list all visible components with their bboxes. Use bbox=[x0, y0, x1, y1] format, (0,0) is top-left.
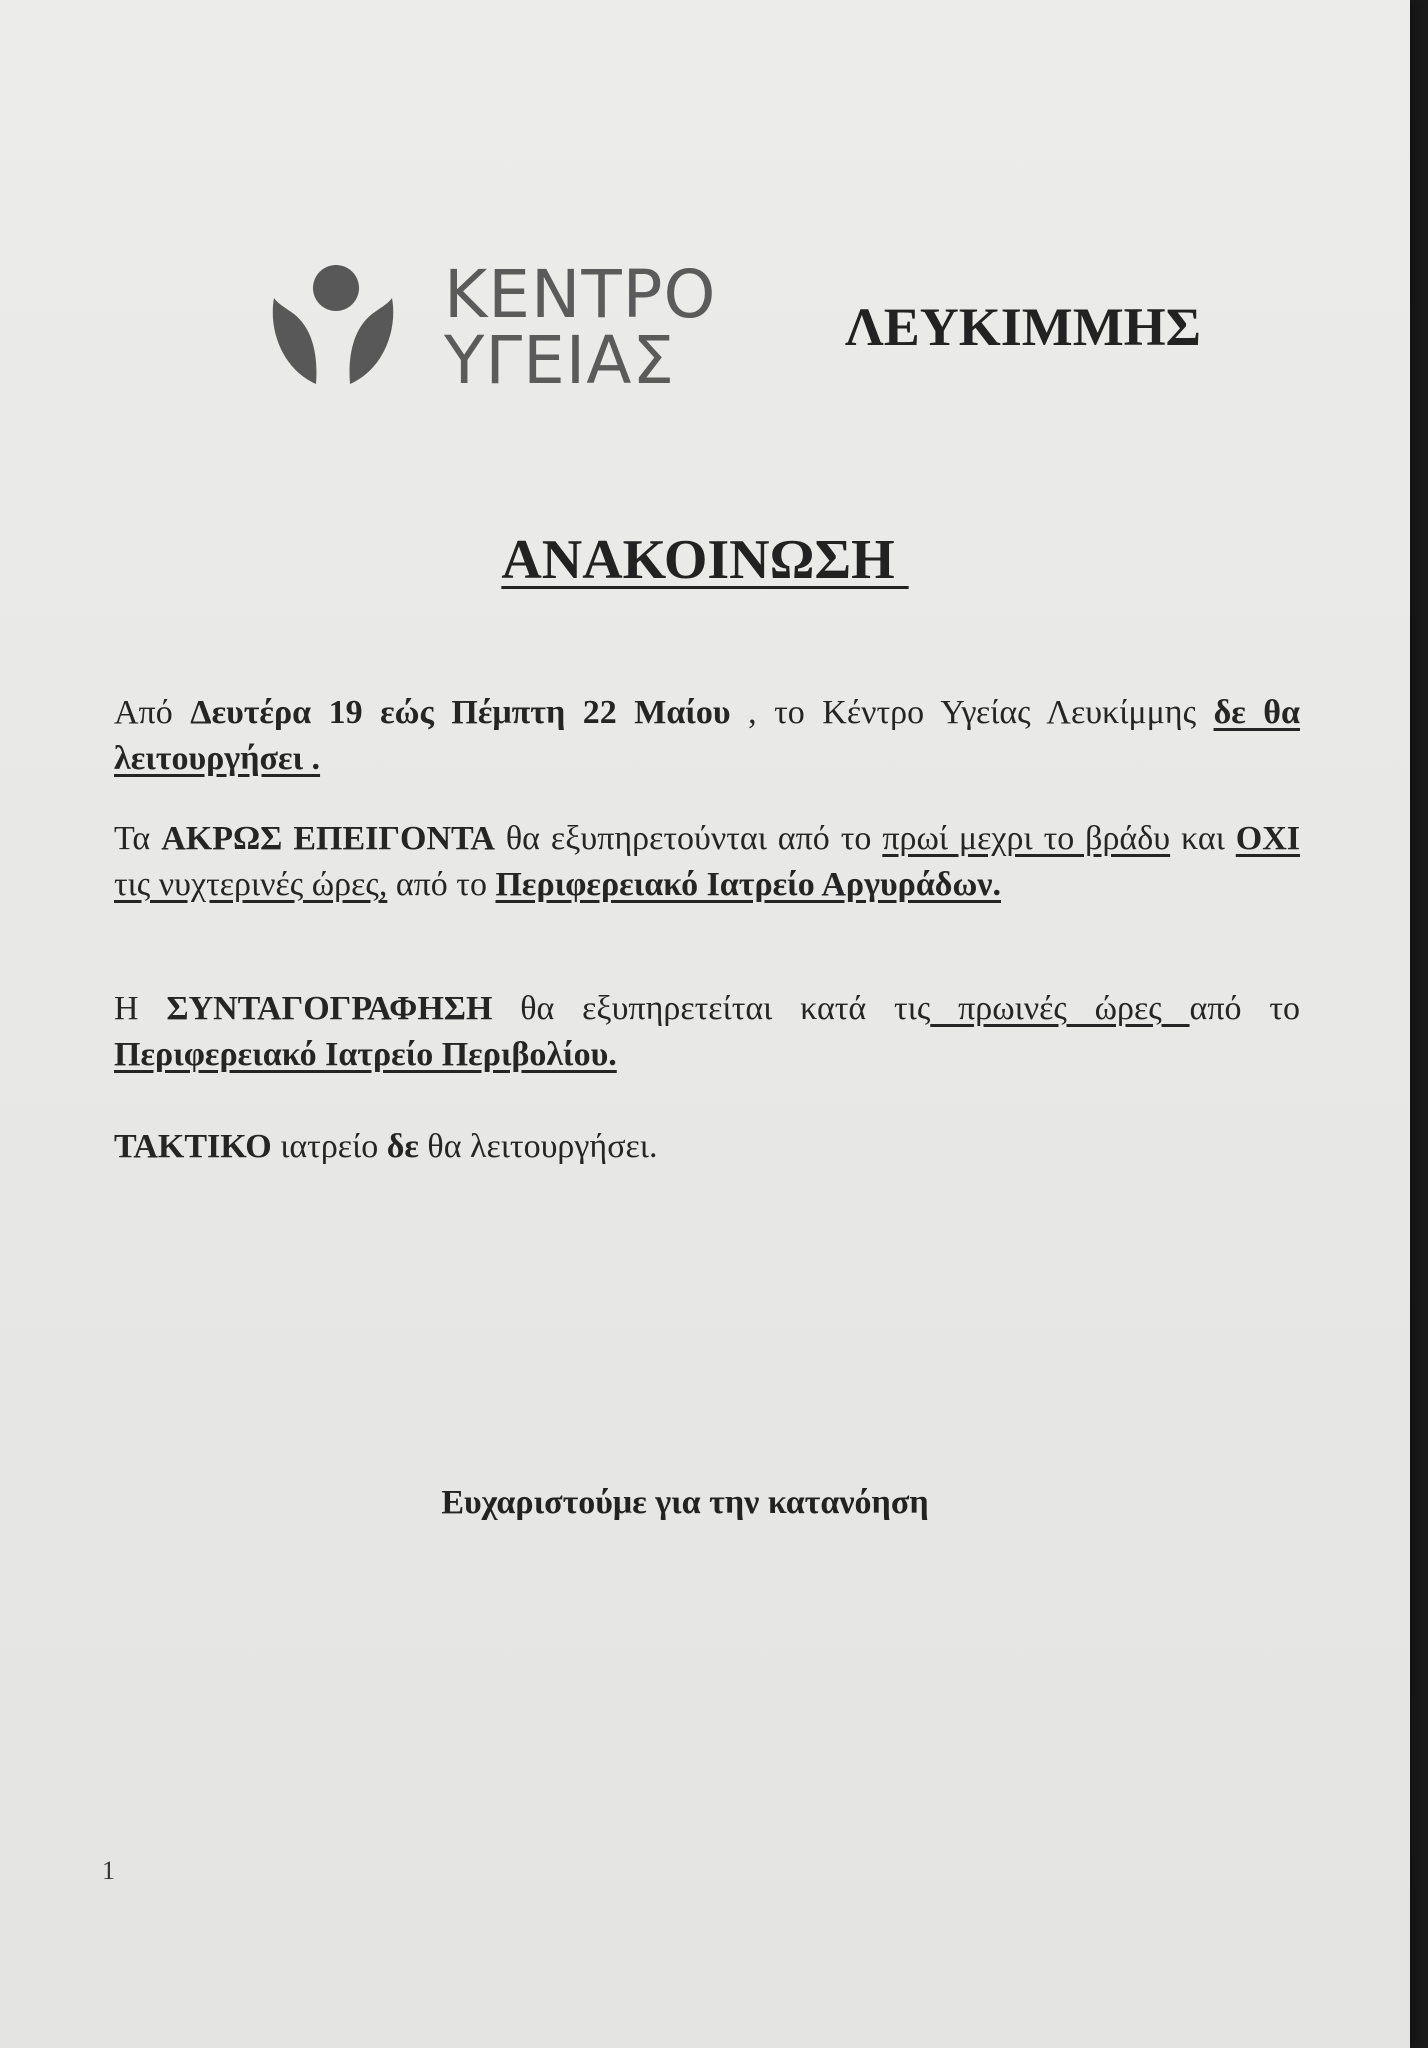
regular-label: ΤΑΚΤΙΚΟ bbox=[114, 1128, 272, 1165]
announcement-title bbox=[0, 528, 1410, 592]
argyrades-clinic: Περιφερειακό Ιατρείο Αργυράδων. bbox=[495, 866, 1002, 903]
p3-text-3: θα εξυπηρετείται κατά τις bbox=[492, 990, 931, 1027]
regular-clinic-paragraph bbox=[114, 1124, 1300, 1170]
p2-text-1: Τα bbox=[114, 820, 162, 857]
closing-thanks: Ευχαριστούμε για την κατανόηση bbox=[441, 1484, 929, 1521]
p3-text-5: από το bbox=[1189, 990, 1300, 1027]
p3-text-1: Η bbox=[114, 990, 167, 1027]
emergency-not-label: ΟΧΙ bbox=[1235, 820, 1301, 857]
p4-text-4: θα λειτουργήσει. bbox=[418, 1128, 658, 1165]
p1-text-1: Από bbox=[114, 694, 191, 731]
p1-text-3: , το Κέντρο Υγείας Λευκίμμης bbox=[730, 694, 1214, 731]
p4-text-3: δε bbox=[386, 1128, 419, 1165]
closure-paragraph bbox=[114, 690, 1300, 782]
logo-line-1: ΚΕΝΤΡΟ bbox=[444, 256, 717, 333]
night-hours: τις νυχτερινές ώρες, bbox=[114, 866, 388, 903]
health-center-logo bbox=[268, 256, 738, 402]
p2-text-5: και bbox=[1170, 820, 1236, 857]
logo-line-2: ΥΓΕΙΑΣ bbox=[444, 322, 676, 399]
announcement-title-text: ΑΝΑΚΟΙΝΩΣΗ bbox=[501, 529, 909, 591]
page-number: 1 bbox=[102, 1856, 115, 1885]
p2-text-3: θα εξυπηρετούνται από το bbox=[494, 820, 883, 857]
morning-hours: πρωινές ώρες bbox=[930, 990, 1190, 1027]
emergency-hours: πρωί μεχρι το βράδυ bbox=[882, 820, 1171, 857]
emergency-label: ΑΚΡΩΣ ΕΠΕΙΓΟΝΤΑ bbox=[161, 820, 495, 857]
emergency-paragraph bbox=[114, 816, 1300, 908]
closure-notice: δε θα λειτουργήσει . bbox=[114, 694, 1300, 777]
health-center-person-icon bbox=[268, 262, 398, 392]
org-name: ΛΕΥΚΙΜΜΗΣ bbox=[845, 297, 1201, 357]
prescription-paragraph bbox=[114, 986, 1300, 1078]
closure-dates: Δευτέρα 19 εώς Πέμπτη 22 Μαίου bbox=[190, 694, 731, 731]
perivoli-clinic: Περιφερειακό Ιατρείο Περιβολίου. bbox=[114, 1036, 617, 1073]
p4-text-2: ιατρείο bbox=[271, 1128, 387, 1165]
prescription-label: ΣΥΝΤΑΓΟΓΡΑΦΗΣΗ bbox=[166, 990, 493, 1027]
p2-text-8: από το bbox=[387, 866, 496, 903]
logo-wordmark bbox=[444, 256, 717, 399]
